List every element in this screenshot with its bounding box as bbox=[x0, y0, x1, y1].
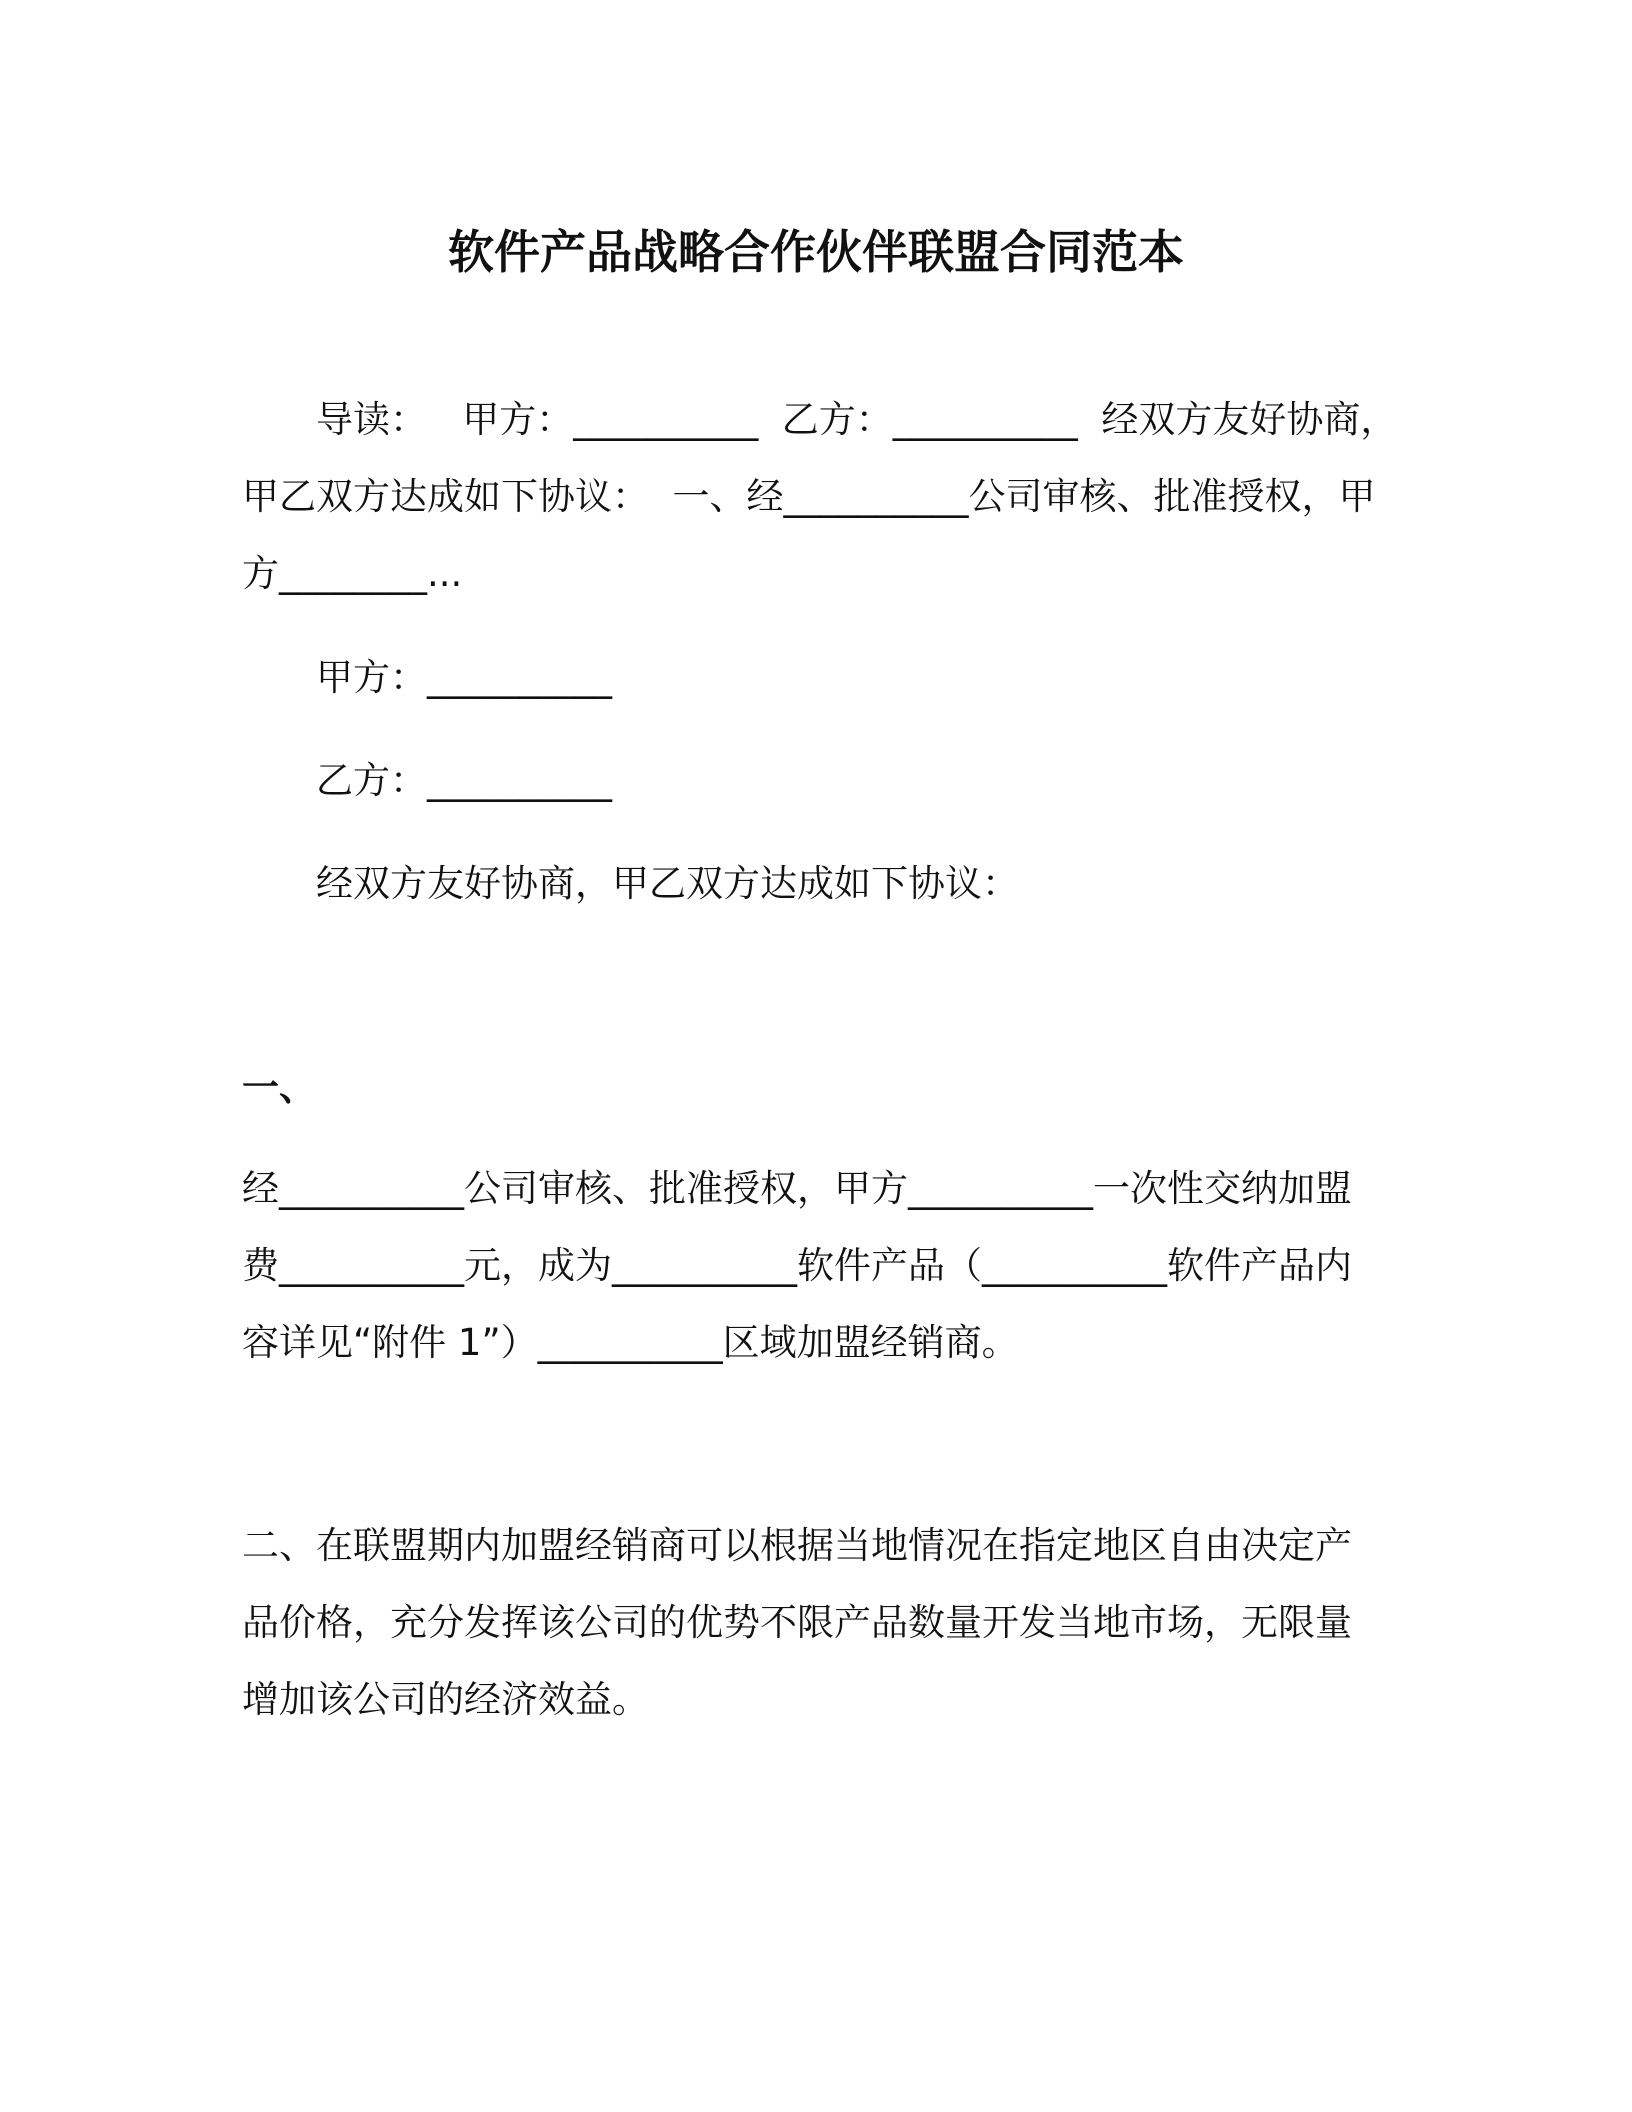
section-2-line-2: 品价格，充分发挥该公司的优势不限产品数量开发当地市场，无限量 bbox=[242, 1601, 1352, 1644]
document-title: 软件产品战略合作伙伴联盟合同范本 bbox=[448, 225, 1184, 279]
intro-line-1: 导读： 甲方：__________ 乙方：__________ 经双方友好协商， bbox=[316, 398, 1398, 441]
section-1-heading: 一、 bbox=[242, 1066, 316, 1109]
party-b-line: 乙方：__________ bbox=[316, 759, 612, 802]
section-1-line-3: 容详见“附件 1”）__________区域加盟经销商。 bbox=[242, 1321, 1019, 1364]
section-2-line-1: 二、在联盟期内加盟经销商可以根据当地情况在指定地区自由决定产 bbox=[242, 1524, 1352, 1567]
section-1-line-1: 经__________公司审核、批准授权，甲方__________一次性交纳加盟 bbox=[242, 1167, 1352, 1210]
intro-line-3: 方________... bbox=[242, 552, 463, 595]
agreement-statement: 经双方友好协商，甲乙双方达成如下协议： bbox=[316, 862, 1019, 905]
party-a-line: 甲方：__________ bbox=[316, 656, 612, 699]
section-1-line-2: 费__________元，成为__________软件产品（__________软件产品内 bbox=[242, 1244, 1352, 1287]
intro-line-2: 甲乙双方达成如下协议： 一、经__________公司审核、批准授权，甲 bbox=[242, 475, 1376, 518]
section-2-line-3: 增加该公司的经济效益。 bbox=[242, 1678, 649, 1721]
